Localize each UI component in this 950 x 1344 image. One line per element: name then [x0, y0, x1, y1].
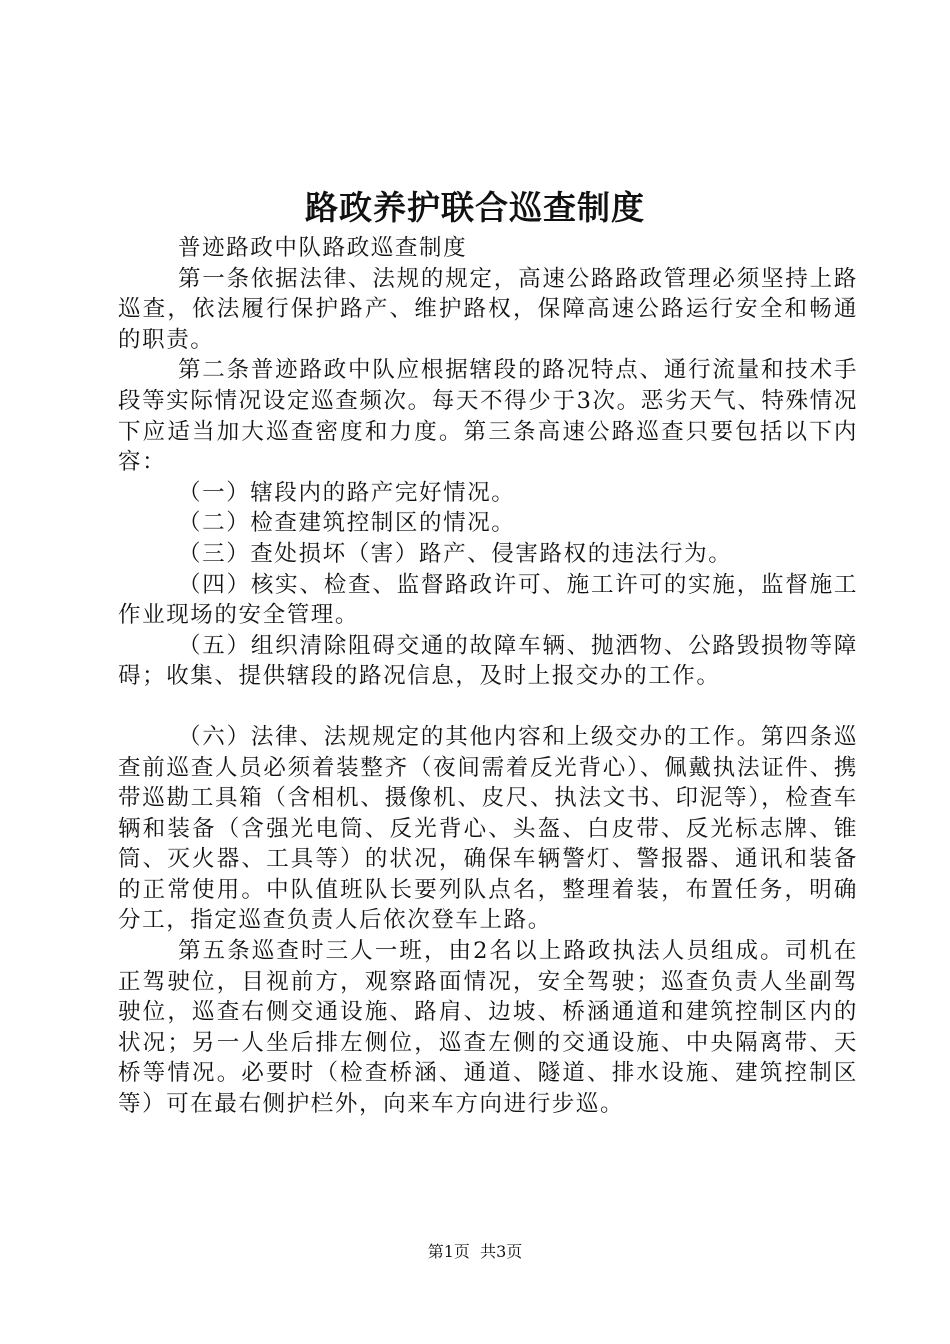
paragraph-item-1: （一）辖段内的路产完好情况。 [178, 479, 516, 506]
paragraph-subtitle: 普迹路政中队路政巡查制度 [178, 235, 468, 261]
paragraph-item-5: （五）组织清除阻碍交通的故障车辆、抛洒物、公路毁损物等障碍；收集、提供辖段的路况信息，及时上报交办的工作。 [118, 632, 858, 690]
paragraph-item-3: （三）查处损坏（害）路产、侵害路权的违法行为。 [178, 540, 733, 567]
paragraph-item-2: （二）检查建筑控制区的情况。 [178, 510, 516, 537]
paragraph-article-2-3: 第二条普迹路政中队应根据辖段的路况特点、通行流量和技术手段等实际情况设定巡查频次。每天不得少于3次。恶劣天气、特殊情况下应适当加大巡查密度和力度。第三条高速公路巡查只要包括以下内容： [118, 357, 858, 476]
document-title: 路政养护联合巡查制度 [305, 188, 645, 227]
page-total: 共3页 [480, 1242, 523, 1261]
paragraph-article-1: 第一条依据法律、法规的规定，高速公路路政管理必须坚持上路巡查，依法履行保护路产、维护路权，保障高速公路运行安全和畅通的职责。 [118, 265, 858, 353]
footer-spacer [470, 1242, 480, 1261]
paragraph-item-6-article-4: （六）法律、法规规定的其他内容和上级交办的工作。第四条巡查前巡查人员必须着装整齐（夜间需着反光背心）、佩戴执法证件、携带巡勘工具箱（含相机、摄像机、皮尺、执法文书、印泥等），检查车辆和装备（含强光电筒、反光背心、头盔、白皮带、反光标志牌、锥筒、灭火器、工具等）的状况，确保车辆警灯、警报器、通讯和装备的正常使用。中队值班队长要列队点名，整理着装，布置任务，明确分工，指定巡查负责人后依次登车上路。 [118, 723, 858, 934]
paragraph-gap [118, 692, 858, 722]
document-body [118, 233, 858, 1120]
paragraph-article-5: 第五条巡查时三人一班，由2名以上路政执法人员组成。司机在正驾驶位，目视前方，观察路面情况，安全驾驶；巡查负责人坐副驾驶位，巡查右侧交通设施、路肩、边坡、桥涵通道和建筑控制区内的状况；另一人坐后排左侧位，巡查左侧的交通设施、中央隔离带、天桥等情况。必要时（检查桥涵、通道、隧道、排水设施、建筑控制区等）可在最右侧护栏外，向来车方向进行步巡。 [118, 938, 858, 1118]
paragraph-item-4: （四）核实、检查、监督路政许可、施工许可的实施，监督施工作业现场的安全管理。 [118, 571, 858, 629]
page-footer [0, 1240, 950, 1264]
page-number: 第1页 [427, 1242, 470, 1261]
